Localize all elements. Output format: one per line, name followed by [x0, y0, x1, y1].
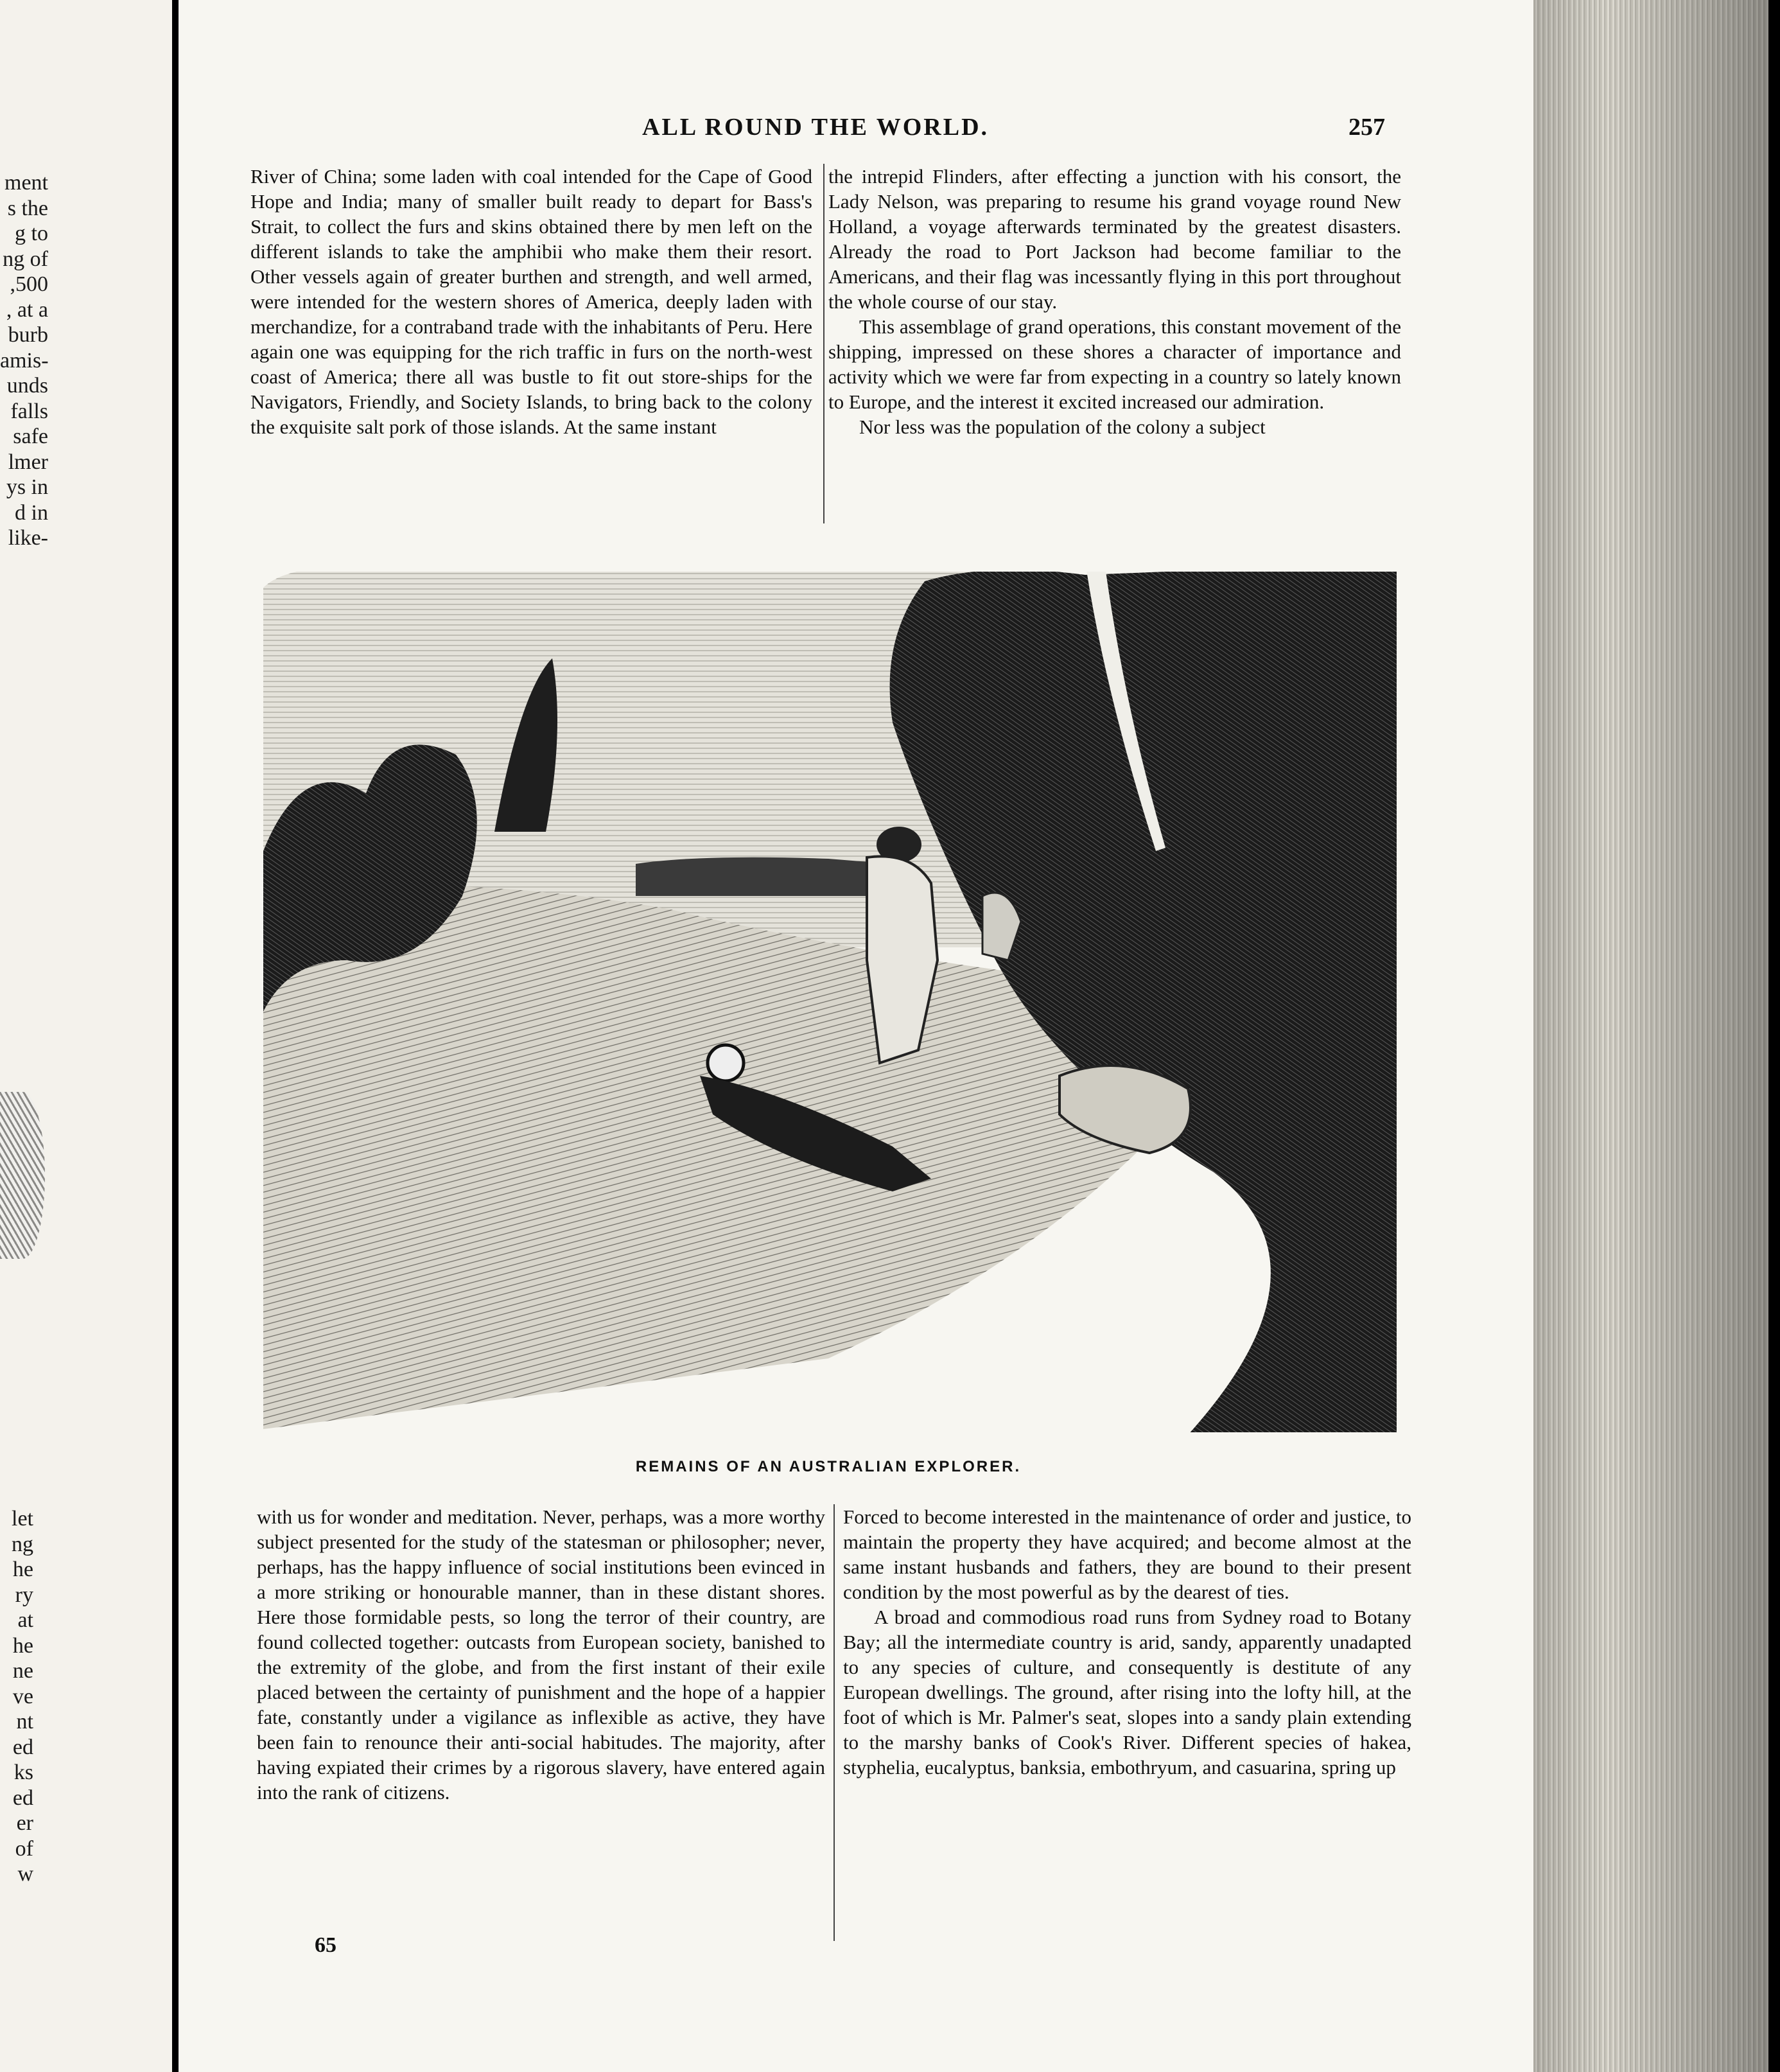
left-page-line: amis-	[0, 348, 49, 373]
left-page-line: at	[17, 1608, 33, 1632]
left-page-line: burb	[8, 323, 48, 347]
paragraph: This assemblage of grand operations, this constant movement of the shipping, impressed on these shores a character of importance and activity which we were far from expecting in a country so lately known to Europe, and the interest it excited increased our admiration.	[828, 315, 1401, 413]
left-page-fragment	[0, 0, 172, 2072]
left-page-line: d in	[15, 500, 48, 525]
left-page-illustration-edge	[0, 1092, 45, 1259]
page-number: 257	[1348, 114, 1385, 141]
text-column-top-right	[828, 164, 1401, 523]
left-page-line: let	[12, 1507, 33, 1531]
left-page-line: g to	[15, 222, 48, 245]
figure-caption: REMAINS OF AN AUSTRALIAN EXPLORER.	[635, 1458, 1022, 1475]
paragraph: A broad and commodious road runs from Sydney road to Botany Bay; all the intermediate country is arid, sandy, apparently unadapted to any species of culture, and consequently is destitute of any European dwellings. The ground, after rising into the lofty hill, at the foot of which is Mr. Palmer's seat, slopes into a sandy plain extending to the marshy banks of Cook's River. Different species of hakea, styphelia, eucalyptus, banksia, embothryum, and casuarina, spring up	[843, 1606, 1411, 1778]
left-page-line: falls	[10, 399, 48, 423]
left-page-line: ment	[4, 171, 48, 195]
paragraph: Nor less was the population of the colony a subject	[859, 416, 1266, 438]
left-page-line: ,500	[10, 272, 48, 296]
left-page-line: ry	[15, 1583, 33, 1607]
left-page-line: ks	[13, 1760, 33, 1784]
left-page-line: he	[12, 1633, 33, 1658]
paragraph: the intrepid Flinders, after effecting a junction with his consort, the Lady Nelson, was preparing to resume his grand voyage round New Holland, a voyage afterwards terminated by the greatest disasters. Already the road to Port Jackson had become familiar to the Americans, and their flag was incessantly flying in this port throughout the whole course of our stay.	[828, 165, 1401, 313]
left-page-line: er	[16, 1811, 33, 1835]
left-page-line: like-	[8, 526, 48, 550]
left-page-line: ed	[12, 1735, 33, 1759]
left-page-line: , at a	[6, 297, 48, 322]
page-fore-edge	[1533, 0, 1780, 2072]
column-rule	[833, 1504, 835, 1941]
engraving-illustration	[250, 562, 1406, 1442]
left-page-line: safe	[13, 425, 48, 448]
left-page-line: ve	[12, 1684, 33, 1708]
left-page-line: ng of	[3, 247, 48, 271]
skull	[708, 1045, 744, 1081]
left-page-line: s the	[7, 196, 48, 220]
left-page-line: of	[15, 1836, 33, 1861]
left-page-line: w	[17, 1862, 33, 1886]
left-page-line: lmer	[8, 450, 48, 474]
paragraph: with us for wonder and meditation. Never, perhaps, was a more worthy subject presented for the study of the statesman or philosopher; never, perhaps, has the happy influence of social institutions been evinced in a more striking or honourable manner, than in these distant shores. Here those formidable pests, so long the terror of their country, are found collected together: outcasts from European society, banished to the extremity of the globe, and from the first instant of their exile placed between the certainty of punishment and the hope of a happier fate, constantly under a vigilance as inflexible as active, they have been fain to renounce their anti-social habitudes. The majority, after having expiated their crimes by a rigorous slavery, have entered again into the rank of citizens.	[257, 1506, 825, 1804]
text-column-bottom-right	[843, 1504, 1411, 1941]
text-column-bottom-left	[257, 1504, 825, 1941]
left-page-line: ed	[12, 1786, 33, 1810]
left-page-line: unds	[6, 374, 48, 398]
column-rule	[823, 164, 825, 523]
left-page-line: ng	[12, 1532, 33, 1556]
left-page-line: ys in	[6, 475, 48, 499]
distant-hills	[636, 857, 893, 896]
left-page-line: ne	[12, 1659, 33, 1683]
signature-mark: 65	[315, 1933, 336, 1957]
text-column-top-left	[250, 164, 812, 523]
left-page-line: he	[12, 1558, 33, 1581]
running-title: ALL ROUND THE WORLD.	[642, 114, 990, 141]
left-page-line: nt	[16, 1710, 33, 1734]
paragraph: Forced to become interested in the maintenance of order and justice, to maintain the property they have acquired; and become almost at the same instant husbands and fathers, they are bound to their present condition by the most powerful as by the dearest of ties.	[843, 1506, 1411, 1603]
paragraph: River of China; some laden with coal intended for the Cape of Good Hope and India; many of smaller built ready to depart for Bass's Strait, to collect the furs and skins obtained there by men left on the different islands to take the amphibii who make them their resort. Other vessels again of greater burthen and strength, and well armed, were intended for the western shores of America, deeply laden with merchandize, for a contraband trade with the inhabitants of Peru. Here again one was equipping for the rich traffic in furs on the north-west coast of America; there all was bustle to fit out store-ships for the Navigators, Friendly, and Society Islands, to bring back to the colony the exquisite salt pork of those islands. At the same instant	[250, 165, 812, 438]
